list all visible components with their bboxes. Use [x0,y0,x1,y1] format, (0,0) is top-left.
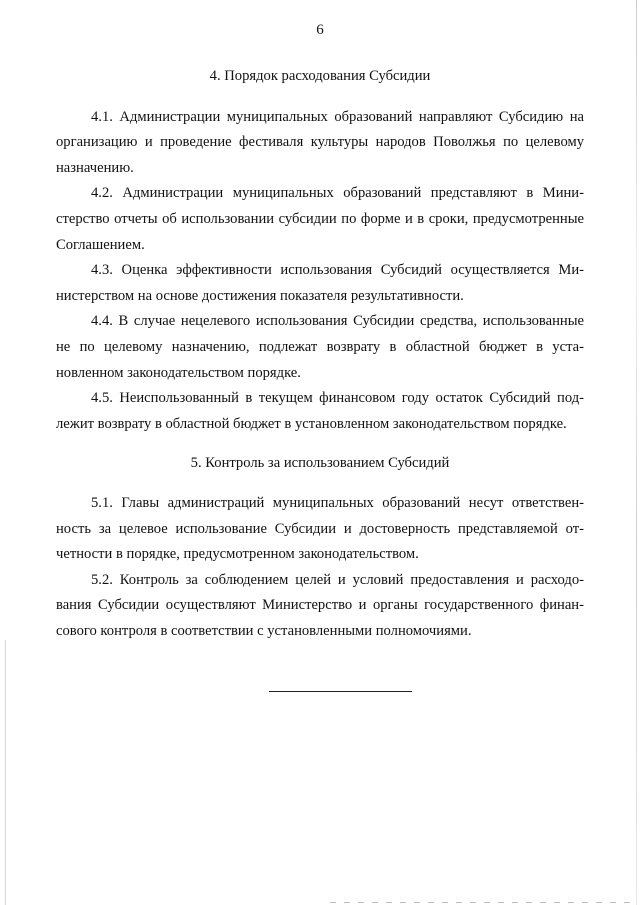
paragraph-5-1: 5.1. Главы администраций муниципальных образований несут ответственность за целевое использование Субсидии и достоверность представляемой отчетности в порядке, предусмотренном законодательством. [56,494,584,563]
document-body [56,64,584,644]
section-heading-4: 4. Порядок расходования Субсидии [209,68,431,84]
scan-edge-left [5,640,6,905]
scan-edge-right [636,0,637,905]
paragraph-4-5: 4.5. Неиспользованный в текущем финансовом году остаток Субсидий подлежит возврату в областной бюджет в установленном законодательством порядке. [56,390,584,432]
section-heading-5: 5. Контроль за использованием Субсидий [190,455,450,472]
end-separator-line [269,691,412,692]
page-number: 6 [316,22,324,38]
paragraph-4-1: 4.1. Администрации муниципальных образований направляют Субсидию на организацию и проведение фестиваля культуры народов Поволжья по целевому назначению. [56,108,584,176]
paragraph-4-3: 4.3. Оценка эффективности использования Субсидий осуществляется Министерством на основе достижения показателя результативности. [56,262,584,304]
paragraph-4-2: 4.2. Администрации муниципальных образований представляют в Министерство отчеты об использовании субсидии по форме и в сроки, предусмотренные Соглашением. [56,185,584,253]
scan-edge-bottom [330,902,630,903]
paragraph-5-2: 5.2. Контроль за соблюдением целей и условий предоставления и расходования Субсидии осуществляют Министерство и органы государственного финансового контроля в соответствии с установленными полномочиями. [56,571,584,639]
paragraph-4-4: 4.4. В случае нецелевого использования Субсидии средства, использованные не по целевому назначению, подлежат возврату в областной бюджет в установленном законодательством порядке. [56,313,584,381]
